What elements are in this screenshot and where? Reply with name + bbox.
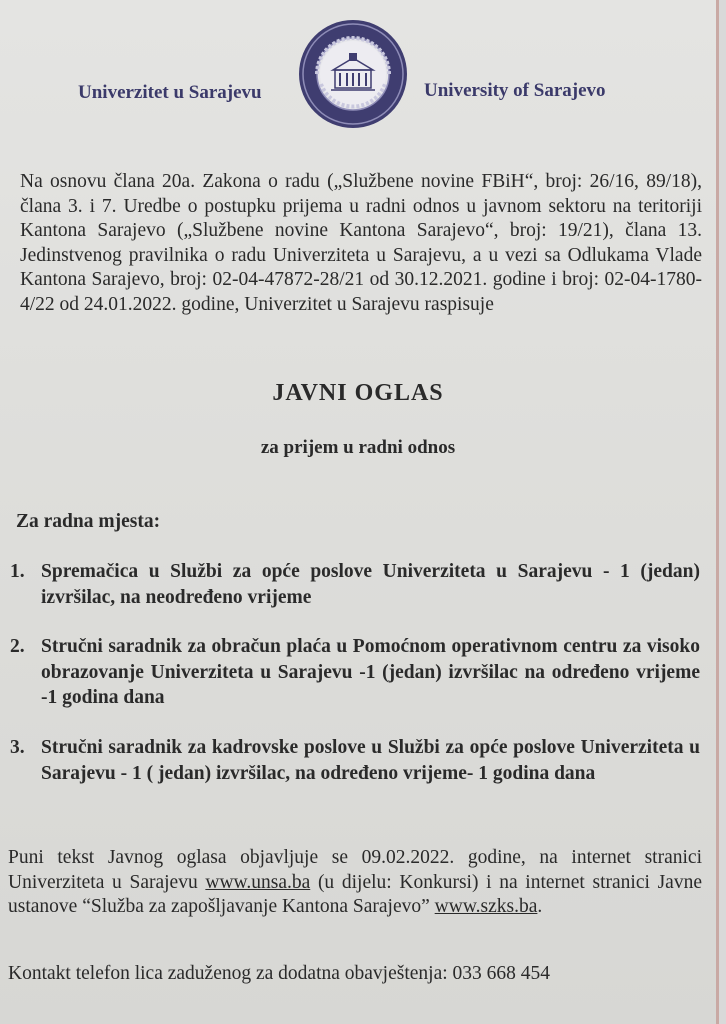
position-text: Stručni saradnik za kadrovske poslove u Službi za opće poslove Univerziteta u Sarajevu - 1 ( jedan) izvršilac, na određeno vrijeme- 1 godina dana <box>41 737 700 784</box>
letterhead <box>0 18 716 138</box>
notice-subtitle: za prijem u radni odnos <box>260 437 456 458</box>
position-text: Spremačica u Službi za opće poslove Univerziteta u Sarajevu - 1 (jedan) izvršilac, na neodređeno vrijeme <box>41 561 700 608</box>
intro-paragraph: Na osnovu člana 20a. Zakona o radu („Službene novine FBiH“, broj: 26/16, 89/18), člana 3. i 7. Uredbe o postupku prijema u radni odnos u javnom sektoru na teritoriji Kantona Sarajevo („Službene novine Kantona Sarajevo“, broj: 19/21), člana 13. Jedinstvenog pravilnika o radu Univerziteta u Sarajevu, a u vezi sa Odlukama Vlade Kantona Sarajevo, broj: 02-04-47872-28/21 od 30.12.2021. godine i broj: 02-04-1780-4/22 od 24.01.2022. godine, Univerzitet u Sarajevu raspisuje <box>20 171 702 315</box>
szks-website-link[interactable]: www.szks.ba <box>434 896 538 917</box>
position-number: 1. <box>10 561 25 582</box>
position-number: 2. <box>10 636 25 657</box>
publication-text: (u dijelu: Konkursi) i na internet stranici Javne ustanove “Služba za zapošljavanje Kantona Sarajevo” <box>8 871 702 917</box>
university-name-bosnian: Univerzitet u Sarajevu <box>78 82 262 103</box>
notice-title: JAVNI OGLAS <box>272 380 444 406</box>
publication-text: . <box>537 896 543 917</box>
position-text: Stručni saradnik za obračun plaća u Pomoćnom operativnom centru za visoko obrazovanje Univerziteta u Sarajevu -1 (jedan) izvršilac na određeno vrijeme -1 godina dana <box>41 636 700 708</box>
publication-paragraph <box>8 846 702 920</box>
unsa-website-link[interactable]: www.unsa.ba <box>205 871 311 893</box>
university-seal-icon <box>297 18 409 130</box>
publication-text: Puni tekst Javnog oglasa objavljuje se 09.02.2022. godine, na internet stranici Univerziteta u Sarajevu <box>8 847 702 893</box>
positions-heading: Za radna mjesta: <box>16 511 161 532</box>
contact-line: Kontakt telefon lica zaduženog za dodatna obavještenja: 033 668 454 <box>8 963 551 984</box>
university-name-english: University of Sarajevo <box>424 80 606 101</box>
position-number: 3. <box>10 737 25 758</box>
